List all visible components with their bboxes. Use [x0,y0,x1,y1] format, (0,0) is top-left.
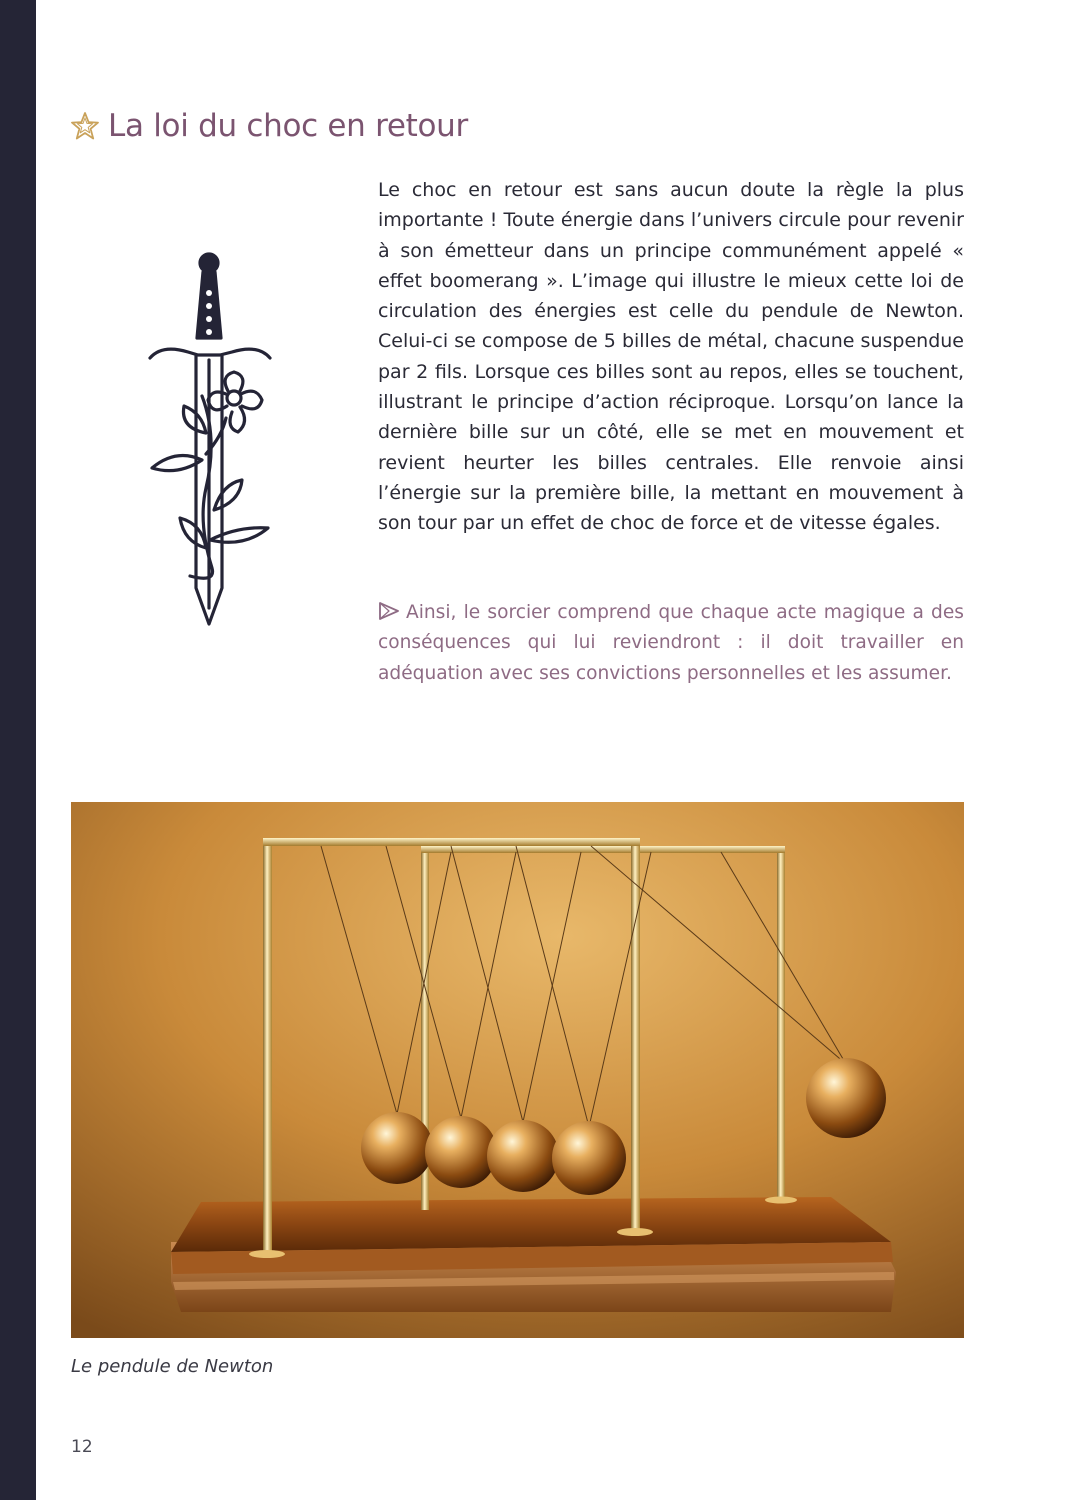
figure-caption: Le pendule de Newton [71,1356,274,1377]
triangle-arrow-icon [378,601,400,621]
section-heading [70,104,468,148]
star-outline-icon [70,111,100,141]
main-paragraph: Le choc en retour est sans aucun doute la règle la plus importante ! Toute énergie dans l’univers circule pour revenir à son émetteur dans un principe communément appelé « effet boomerang ». L’image qui illustre le mieux cette loi de circulation des énergies est celle du pendule de Newton. Celui-ci se compose de 5 billes de métal, chacune suspendue par 2 fils. Lorsque ces billes sont au repos, elles se touchent, illustrant le principe d’action réciproque. Lorsqu’on lance la dernière bille sur un côté, elle se met en mouvement et revient heurter les billes centrales. Elle renvoie ainsi l’énergie sur la première bille, la mettant en mouvement à son tour par un effet de choc de force et de vitesse égales. [378,179,964,535]
side-band [0,0,36,1500]
sword-with-flower-icon [140,248,280,633]
newton-cradle-photo [71,802,964,1338]
note-text: Ainsi, le sorcier comprend que chaque acte magique a des conséquences qui lui reviendront : il doit travailler en adéquation avec ses convictions personnelles et les assumer. [378,602,964,684]
note-paragraph [378,598,964,689]
page-number: 12 [71,1437,93,1457]
section-title: La loi du choc en retour [108,108,468,144]
